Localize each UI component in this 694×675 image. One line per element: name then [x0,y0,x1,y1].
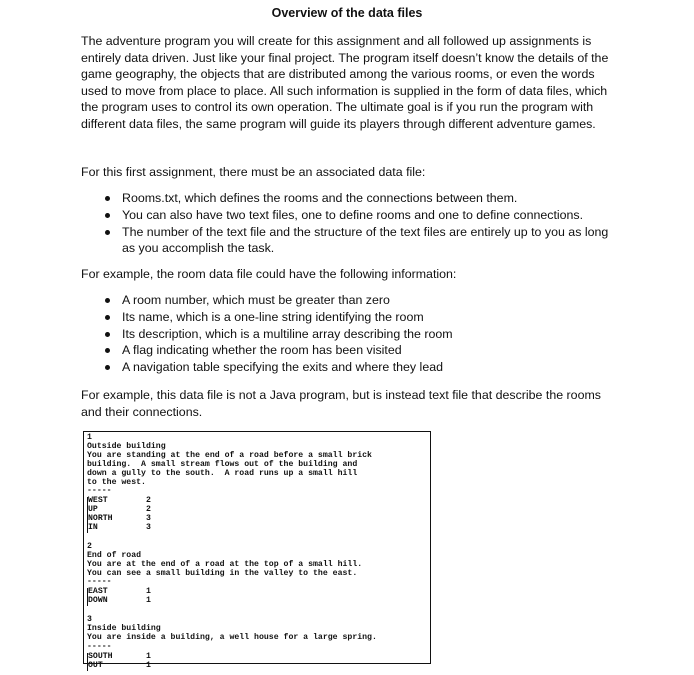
exit-direction: OUT [88,660,103,670]
separator: ----- [87,486,112,496]
exit-direction: IN [88,523,98,533]
room-number: 2 [87,541,92,551]
room-name: Inside building [87,624,161,633]
intro-paragraph: The adventure program you will create for this assignment and all followed up assignments is entirely data driven. Just like your final project. The program itself doesn’t know the details of the game geography, the objects that are distributed among the various rooms, or even the words used to move from place to place. All such information is supplied in the form of data files, which the program uses to control its own operation. The ultimate goal is if you run the program with different data files, the same program will guide its players through different adventure games. [81,34,609,131]
room-name: End of road [87,550,142,560]
exit-destination: 2 [146,505,151,515]
exit-table [87,497,166,533]
room-description-line: You can see a small building in the valley to the east. [87,568,358,578]
exit-table [87,588,166,606]
exit-destination: 1 [146,660,151,670]
room-description-line: building. A small stream flows out of the building and [87,459,358,469]
room-number: 1 [87,433,92,442]
list-item: A navigation table specifying the exits and where they lead [81,359,616,376]
room-description-line: You are standing at the end of a road before a small brick [87,450,372,460]
first-assignment-paragraph: For this first assignment, there must be an associated data file: [81,165,426,179]
exit-table [87,653,166,671]
room-number: 3 [87,615,92,625]
exit-destination: 1 [146,651,151,661]
exit-direction: EAST [88,587,108,597]
room-name: Outside building [87,441,166,451]
example-note-paragraph: For example, this data file is not a Java program, but is instead text file that describe the rooms and their connections. [81,388,601,419]
exit-destination: 1 [146,587,151,597]
requirements-list [81,190,616,257]
exit-direction: NORTH [88,514,113,524]
exit-direction: WEST [88,496,108,506]
list-item: A room number, which must be greater than zero [81,292,616,309]
exit-direction: DOWN [88,596,108,606]
list-item: You can also have two text files, one to define rooms and one to define connections. [81,207,616,224]
room-fields-list [81,292,616,376]
exit-destination: 3 [146,523,151,533]
list-item: Rooms.txt, which defines the rooms and the connections between them. [81,190,616,207]
room-description-line: You are at the end of a road at the top of a small hill. [87,559,363,569]
list-item: A flag indicating whether the room has been visited [81,342,616,359]
exit-destination: 2 [146,496,151,506]
exit-destination: 3 [146,514,151,524]
exit-direction: UP [88,505,98,515]
room-description-line: You are inside a building, a well house for a large spring. [87,632,377,642]
separator: ----- [87,577,112,587]
room-description-line: down a gully to the south. A road runs up a small hill [87,468,358,478]
data-file-sample [83,431,431,670]
list-item: Its name, which is a one-line string identifying the room [81,309,616,326]
exit-direction: SOUTH [88,651,113,661]
list-item: Its description, which is a multiline array describing the room [81,326,616,343]
list-item: The number of the text file and the structure of the text files are entirely up to you as long as you accomplish the task. [81,224,616,258]
room-description-line: to the west. [87,477,146,487]
separator: ----- [87,641,112,651]
example-intro-paragraph: For example, the room data file could have the following information: [81,267,457,281]
page-title: Overview of the data files [271,6,423,20]
exit-destination: 1 [146,596,151,606]
